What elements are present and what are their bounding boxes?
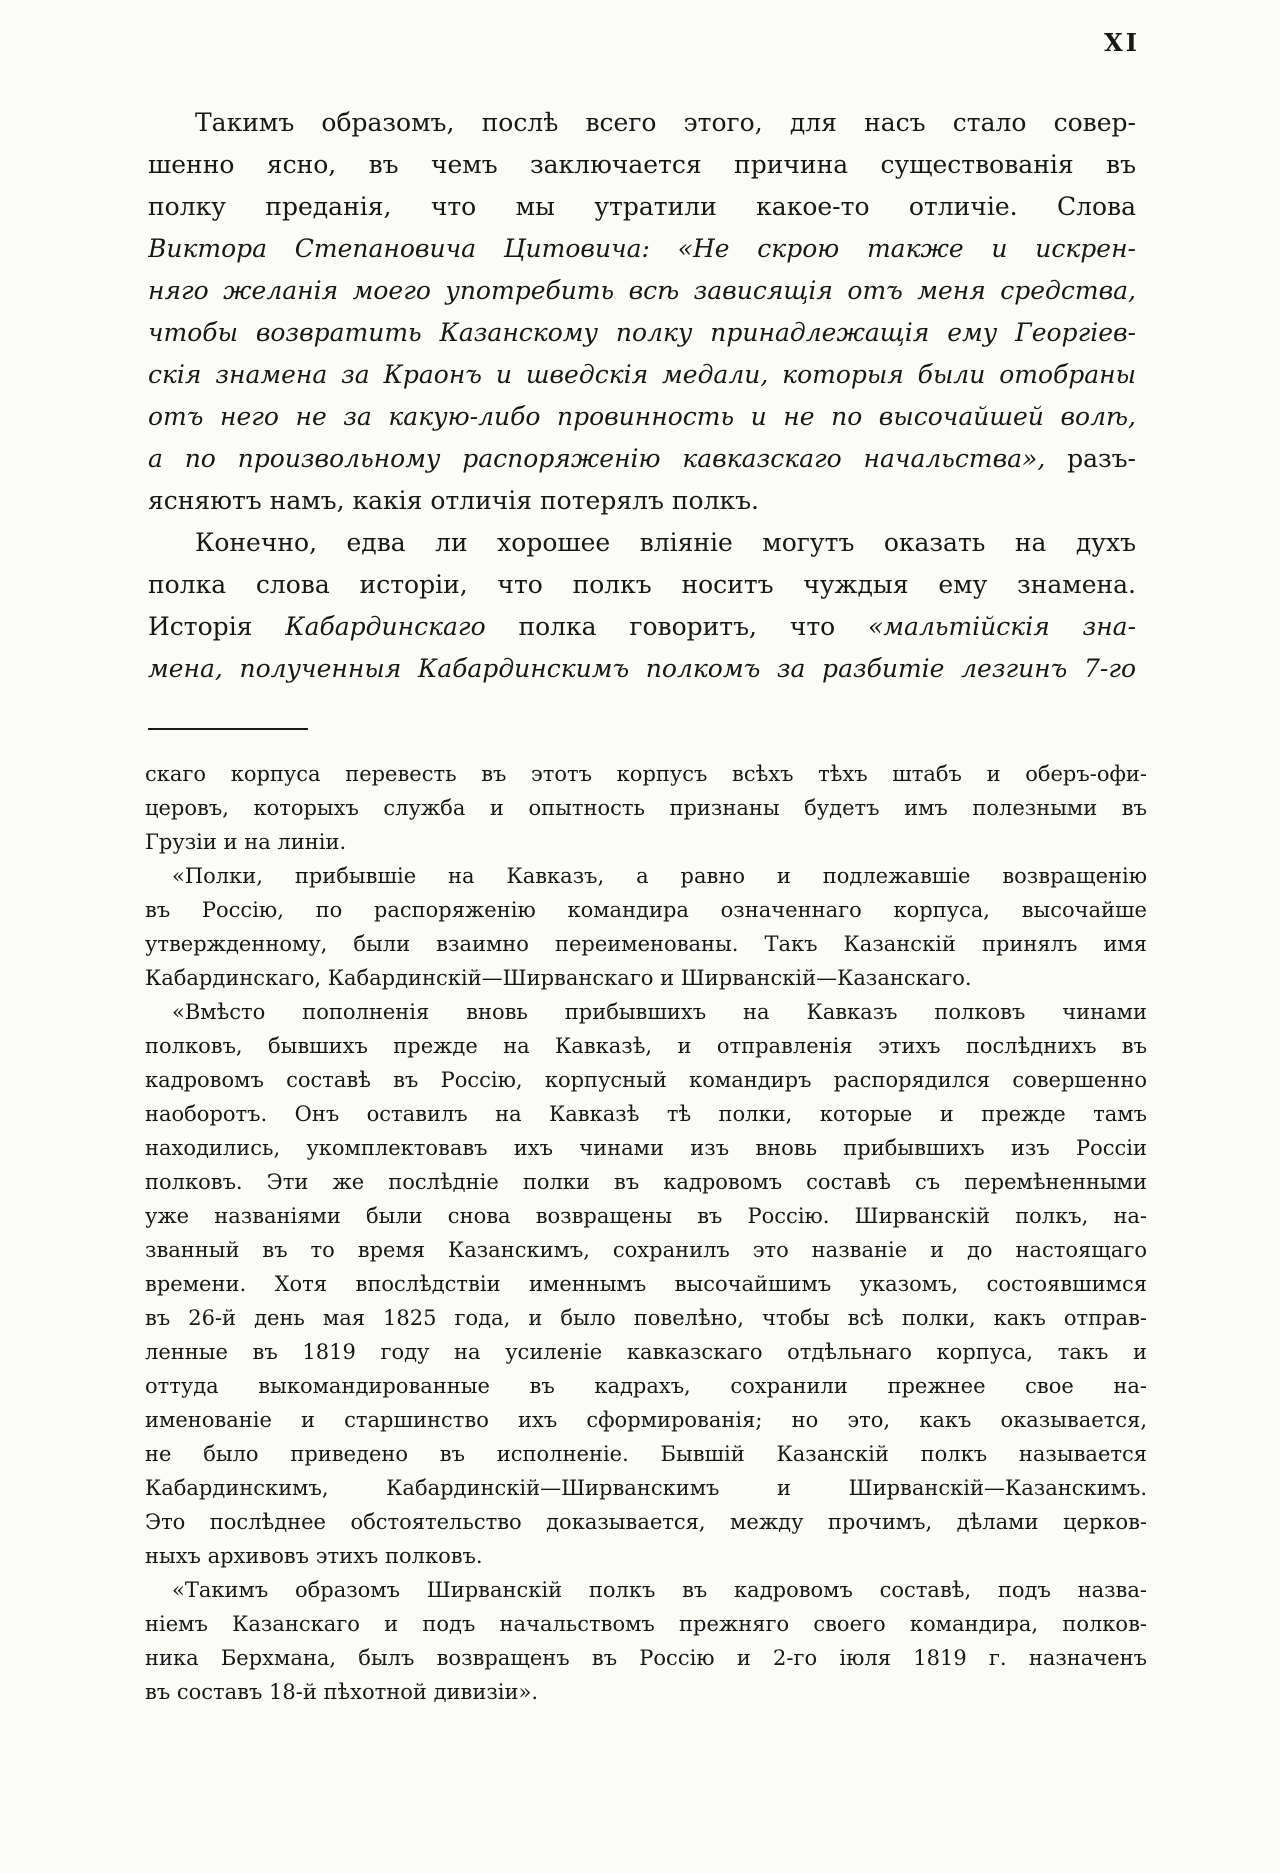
italic-text-segment: отъ него не за какую-либо провинность и не по высочайшей волѣ, [148, 402, 1136, 431]
text-line [145, 1675, 1147, 1709]
text-line [148, 186, 1136, 228]
text-line [148, 228, 1136, 270]
footnote-separator-rule [148, 728, 308, 730]
text-line [145, 1233, 1147, 1267]
text-line [145, 927, 1147, 961]
italic-text-segment: мена, полученныя Кабардинскимъ полкомъ за разбитіе лезгинъ 7-го [148, 654, 1136, 683]
italic-text-segment: «мальтійскія зна- [868, 612, 1136, 641]
text-segment: Это послѣднее обстоятельство доказывается, между прочимъ, дѣлами церков- [145, 1510, 1147, 1534]
text-segment: времени. Хотя впослѣдствіи именнымъ высочайшимъ указомъ, состоявшимся [145, 1272, 1147, 1296]
text-segment: Кабардинскимъ, Кабардинскій—Ширванскимъ и Ширванскій—Казанскимъ. [145, 1476, 1147, 1500]
text-line [148, 564, 1136, 606]
text-segment: церовъ, которыхъ служба и опытность признаны будетъ имъ полезными въ [145, 796, 1147, 820]
text-line [145, 1335, 1147, 1369]
text-segment: оттуда выкомандированные въ кадрахъ, сохранили прежнее свое на- [145, 1374, 1147, 1398]
text-segment: Такимъ образомъ, послѣ всего этого, для насъ стало совер- [195, 108, 1136, 137]
text-segment: полковъ, бывшихъ прежде на Кавказѣ, и отправленія этихъ послѣднихъ въ [145, 1034, 1147, 1058]
text-segment: уже названіями были снова возвращены въ Россію. Ширванскій полкъ, на- [145, 1204, 1147, 1228]
italic-text-segment: а по произвольному распоряженію кавказскаго начальства», [148, 444, 1068, 473]
text-line [148, 102, 1136, 144]
italic-text-segment: Кабардинскаго [285, 612, 519, 641]
text-line [145, 1063, 1147, 1097]
text-line [145, 1607, 1147, 1641]
text-segment: ныхъ архивовъ этихъ полковъ. [145, 1544, 483, 1568]
text-line [148, 354, 1136, 396]
text-segment: званный въ то время Казанскимъ, сохранилъ это названіе и до настоящаго [145, 1238, 1147, 1262]
main-text-block [148, 102, 1136, 690]
text-segment: Грузіи и на линіи. [145, 830, 347, 854]
text-segment: ленные въ 1819 году на усиленіе кавказскаго отдѣльнаго корпуса, такъ и [145, 1340, 1147, 1364]
text-segment: именованіе и старшинство ихъ сформированія; но это, какъ оказывается, [145, 1408, 1147, 1432]
text-line [145, 1641, 1147, 1675]
text-segment: скаго корпуса перевесть въ этотъ корпусъ всѣхъ тѣхъ штабъ и оберъ-офи- [145, 762, 1147, 786]
text-line [145, 1199, 1147, 1233]
text-line [145, 1097, 1147, 1131]
text-line [145, 1403, 1147, 1437]
text-line [148, 312, 1136, 354]
text-line [145, 825, 1147, 859]
italic-text-segment: Виктора Степановича Цитовича: «Не скрою также и искрен- [148, 234, 1136, 263]
text-line [145, 791, 1147, 825]
text-segment: Конечно, едва ли хорошее вліяніе могутъ оказать на духъ [195, 528, 1136, 557]
text-line [145, 1539, 1147, 1573]
text-segment: наоборотъ. Онъ оставилъ на Кавказѣ тѣ полки, которые и прежде тамъ [145, 1102, 1147, 1126]
page-number: XI [1104, 28, 1140, 57]
text-segment: ніемъ Казанскаго и подъ начальствомъ прежняго своего командира, полков- [145, 1612, 1147, 1636]
italic-text-segment: скія знамена за Краонъ и шведскія медали, которыя были отобраны [148, 360, 1136, 389]
text-line [145, 961, 1147, 995]
text-segment: полка говоритъ, что [518, 612, 869, 641]
text-line [148, 270, 1136, 312]
text-segment: утвержденному, были взаимно переименованы. Такъ Казанскій принялъ имя [145, 932, 1147, 956]
text-line [145, 1131, 1147, 1165]
text-line [148, 648, 1136, 690]
text-segment: находились, укомплектовавъ ихъ чинами изъ вновь прибывшихъ изъ Россіи [145, 1136, 1147, 1160]
text-line [145, 859, 1147, 893]
text-line [148, 144, 1136, 186]
text-line [145, 1301, 1147, 1335]
text-segment: ника Берхмана, былъ возвращенъ въ Россію и 2-го іюля 1819 г. назначенъ [145, 1646, 1147, 1670]
italic-text-segment: няго желанія моего употребить всѣ зависящія отъ меня средства, [148, 276, 1136, 305]
text-segment: Кабардинскаго, Кабардинскій—Ширванскаго и Ширванскій—Казанскаго. [145, 966, 972, 990]
text-line [148, 438, 1136, 480]
text-line [145, 995, 1147, 1029]
text-line [145, 757, 1147, 791]
text-line [145, 1267, 1147, 1301]
text-segment: Исторія [148, 612, 286, 641]
text-segment: не было приведено въ исполненіе. Бывшій Казанскій полкъ называется [145, 1442, 1147, 1466]
text-line [145, 1471, 1147, 1505]
text-line [145, 1029, 1147, 1063]
text-segment: въ Россію, по распоряженію командира означеннаго корпуса, высочайше [145, 898, 1147, 922]
footnote-text-block [145, 757, 1147, 1709]
italic-text-segment: чтобы возвратить Казанскому полку принадлежащія ему Георгіев- [148, 318, 1136, 347]
text-line [145, 893, 1147, 927]
text-line [145, 1505, 1147, 1539]
text-line [148, 606, 1136, 648]
text-segment: кадровомъ составѣ въ Россію, корпусный командиръ распорядился совершенно [145, 1068, 1147, 1092]
text-segment: полка слова исторіи, что полкъ носитъ чуждыя ему знамена. [148, 570, 1136, 599]
text-segment: полковъ. Эти же послѣдніе полки въ кадровомъ составѣ съ перемѣненными [145, 1170, 1147, 1194]
text-line [148, 522, 1136, 564]
text-line [145, 1573, 1147, 1607]
text-segment: ясняютъ намъ, какія отличія потерялъ полкъ. [148, 486, 759, 515]
text-line [148, 396, 1136, 438]
text-segment: въ 26-й день мая 1825 года, и было повелѣно, чтобы всѣ полки, какъ отправ- [145, 1306, 1147, 1330]
text-line [145, 1437, 1147, 1471]
text-line [145, 1165, 1147, 1199]
text-segment: «Полки, прибывшіе на Кавказъ, а равно и подлежавшіе возвращенію [172, 864, 1147, 888]
text-segment: разъ- [1067, 444, 1136, 473]
text-line [145, 1369, 1147, 1403]
text-segment: «Вмѣсто пополненія вновь прибывшихъ на Кавказъ полковъ чинами [172, 1000, 1147, 1024]
text-segment: полку преданія, что мы утратили какое-то отличіе. Слова [148, 192, 1136, 221]
text-segment: въ составъ 18-й пѣхотной дивизіи». [145, 1680, 539, 1704]
text-line [148, 480, 1136, 522]
text-segment: «Такимъ образомъ Ширванскій полкъ въ кадровомъ составѣ, подъ назва- [172, 1578, 1147, 1602]
text-segment: шенно ясно, въ чемъ заключается причина существованія въ [148, 150, 1136, 179]
